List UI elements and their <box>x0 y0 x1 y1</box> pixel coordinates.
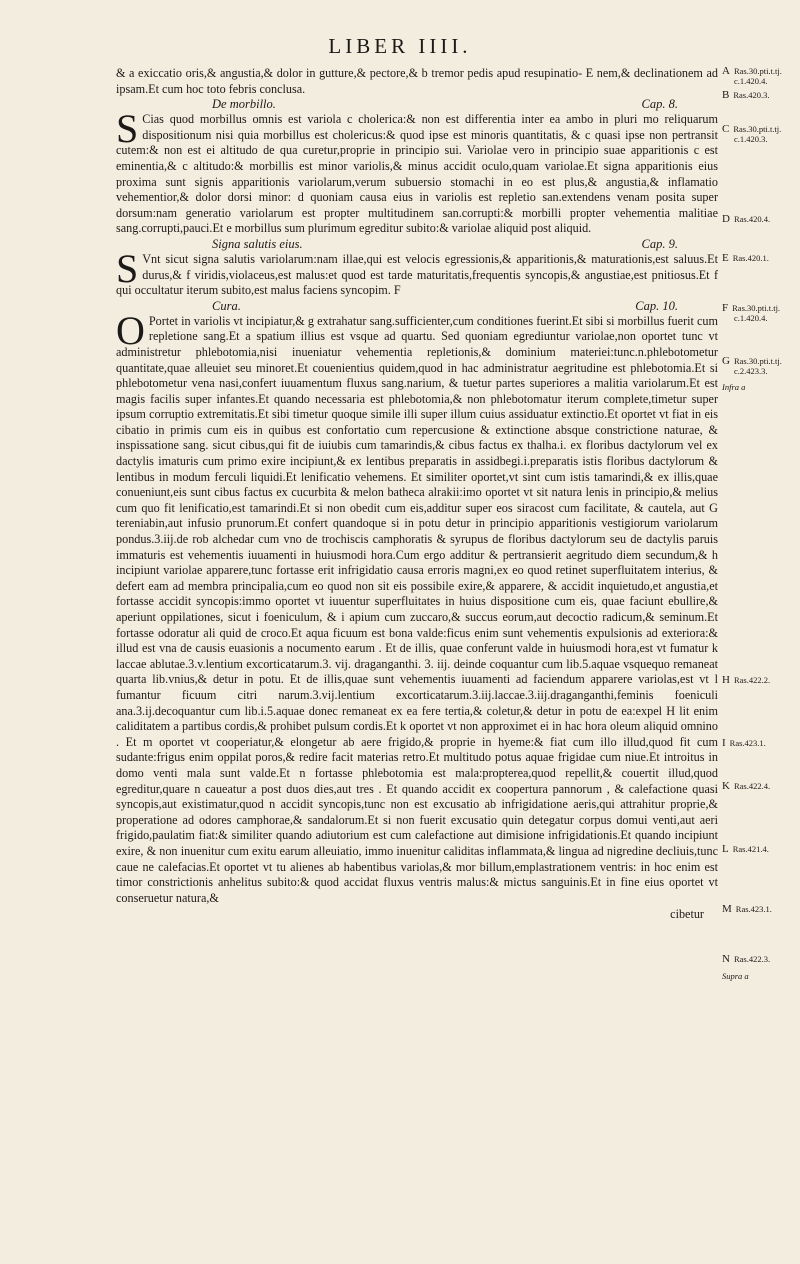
intro-paragraph: & a exiccatio oris,& angustia,& dolor in gutture,& pectore,& b tremor pedis apud resupinatio- E nem,& declinationem ad ipsam.Et cum hoc toto febris conclusa. <box>116 66 718 96</box>
marginal-note: C Ras.30.pti.t.tj. c.1.420.3. <box>722 123 782 144</box>
chapter-number: Cap. 10. <box>635 298 678 313</box>
marginal-note: Infra a <box>722 382 746 392</box>
paragraph-text: Vnt sicut signa salutis variolarum:nam illae,qui est velocis egressionis,& apparitionis,& maturationis,est saluus.Et durus,& f viridis,violaceus,est malus:et quod est tarde maturitatis,frequentis syncopis,& angustiae,est pnitiosus.Et f qui occultatur iterum subito,est malus faciens syncopim. F <box>116 251 718 298</box>
drop-cap-initial: S <box>116 106 139 152</box>
marginal-note: B Ras.420.3. <box>722 89 770 101</box>
section-title: De morbillo. <box>212 97 276 112</box>
marginal-note: I Ras.423.1. <box>722 737 766 749</box>
section-paragraph <box>116 307 718 907</box>
marginal-note: N Ras.422.3. <box>722 953 771 965</box>
marginal-note: K Ras.422.4. <box>722 780 771 792</box>
marginal-note: L Ras.421.4. <box>722 843 769 855</box>
page-title: LIBER IIII. <box>328 34 472 58</box>
marginal-note: H Ras.422.2. <box>722 674 771 686</box>
section-heading <box>212 97 718 112</box>
drop-cap-initial: S <box>116 245 139 291</box>
marginal-note: E Ras.420.1. <box>722 252 769 264</box>
main-text-column <box>116 66 718 923</box>
section-title: Signa salutis eius. <box>212 236 303 251</box>
paragraph-text: Portet in variolis vt incipiatur,& g extrahatur sang.sufficienter,cum conditiones fuerint.Et sibi si morbillus fuerit cum repletione sang.Et a spatium illius est vsque ad quartu. Sed quoniam egrediuntur variolae,non oportet tunc vt administretur phlebotomia,nisi inueniatur vehementia repletionis,& dominium materiei:tunc.n.phlebotometur quantitate,quae alleuiet seu minoret.Et couenientius quidem,quod in hac administratur aegritudine est phlebotomia.Et si phlebotometur vena nasi,confert iuuamentum fluxus sang.narium, & tuetur partes superiores a malitia variolarum.Et est magis facilis super infantes.Et quando necessaria est phlebotomia,& non phlebotomatur iterum complete,timetur super ipsum corruptio extremitatis.Et sibi timetur quoque simile illi super illum cuius assiduatur extinctio.Et oportet vt fiat in eis cibatio in primis cum eis in quibus est confortatio cum repercusione & extinctione absque constrictione naturae, & inspissatione sang. sicut cibus,qui fit de iuiubis cum tamarindis,& cibus factus ex thalha.i. ex floribus dactylorum vel ex dactylis imaturis cum primo exire incipiunt,& ex lentibus preparatis in assidbegi.i.preparatis istis floribus dactylorum & lentibus in modum ferculi liquidi.Et lenificatio vehemens. Et similiter oportet,vt sint cum istis tamarindi,& ex illis,quae conueniunt,eis sunt cibus factus ex cucurbita & melon batheca alrakii:imo oportet vt sit natura lenis in principio,& melius cum quo fit lenificatio,est tamarindi.Et si non obedit cum eis,additur super eos siracost cum facilitate, & cautela, aut G tereniabin,aut infusio prunorum.Et confert quandoque si in potu detur in principio apparitionis vestigiorum variolarum pondus.3.iij.de rob alchedar cum vno de trochiscis camphoratis & syrupus de floribus dactylorum seu de dactylis paruis immaturis est vehementis iuuamenti in huiusmodi hora.Cum ergo additur & pertransierit aegritudo diem secundum,& h incipiunt variolae apparere,tunc fortasse erit infrigidatio causa erroris magni,ex eo quod retinet superfluitatem interius, & defert eam ad membra principalia,cum eo quod non sit eis possibile exire,& apparere, & accidit inquietudo,et angustia,et fortasse accidit syncopis:immo oportet vt iuuentur superfluitates in huius dispositione cum eis, quae faciunt ebullire,& aperiunt oppilationes, sicut i foeniculum, & i apium cum zuccaro,& succus eorum,aut decoctio radicum,& seminum.Et fortasse odoratur ali quid de croco.Et aqua ficuum est bona valde:ficus enim sunt vehementis expulsionis ad exteriora:& illud est vna de causis euasionis a nocumento earum . Et de illis, quae conferunt valde in huiusmodi hora,est vt fumatur k laccae ablutae.3.v.lentium excorticatarum.3. vij. draganganthi. 3. iij. deinde coquantur cum lib.5.aquae vsquequo remaneat quarta lib.vnius,& detur in potu. Et de illis,quae sunt vehementis iuuamenti ad faciendum apparere variolas,est vt l fumantur ficuum citri narum.3.vij.lentium excorticatarum.3.iij.laccae.3.iij.draganganthi,feminis foeniculi ana.3.ij.decoquantur cum lib.i.5.aquae donec remaneat ex ea fere tertia,& coletur,& detur in potu de ea:expel H lit enim caliditatem a partibus cordis,& prohibet pulsum cordis.Et k oportet vt non approximet ei in hac hora oleum aliquid omnino . Et m oportet vt cooperiatur,& elongetur ab aere frigido,& proprie in hyeme:& fiat cum illo illud,quod fit cum sudante:frigus enim oppilat poros,& redire facit materias retro.Et multitudo potus aquae frigidae cum niue.Et introitus in domo venti mala sunt valde.Et n fortasse phlebotomia est mala:propterea,quod repellit,& couertit illud,quod egreditur,quare n caueatur a post duos dies,aut tres . Et quando accidit ex coopertura pannorum , & calefactione quasi syncopis,aut existimatur,quod n accidit syncopis,tunc non est excusatio ab infrigidatione aeris,qui attrahitur proprie,& properatione ad odores camphorae,& sandalorum.Et si non fuerit excusatio quin detegatur corpus domui venti,aut aeri frigido,paulatim fiat:& similiter quando adiutorium est cum calefactione aut dimisione infrigidationis.Et quando incipiunt exire, & non inuenitur cum exitu earum alleuiatio, immo inuenitur caliditas inflammata,& lingua ad nigredine decliuis,tunc caue ne calefacias.Et oportet vt tu alienes ab habentibus variolas,& mor billum,emplastrationem ventris: in hoc enim est timor constrictionis anhelitus subito:& quod accidat fluxus ventris malus:& mictus sanguinis.Et in fine eius oportet vt conseruetur natura,& <box>116 313 718 905</box>
drop-cap-initial: O <box>116 307 145 353</box>
marginal-note: M Ras.423.1. <box>722 903 772 915</box>
paragraph-text: Cias quod morbillus omnis est variola c cholerica:& non est differentia inter ea ambo in pluri mo reliquarum dispositionum nisi quia morbillus est cholericus:& quod ipse est minoris quantitatis, & c quasi ipse non pertransit cutem:& non est ei altitudo de qua curetur,proprie in principio sui. Variolae vero in principio suae apparitionis c est eminentia,& c altitudo:& morbillis est minor variolis,& minus accidit oculo,quam variolae.Et signa apparitionis eius proxima sunt signis apparitionis variolarum,verum subuersio stomachi in eo est plus,& angustia,& inflamatio vehementior,& dolor dorsi minor: d quoniam causa eius in variolis est repletio san.extendens venam posita super dorsum:nam generatio variolarum est propter multitudinem san.corrupti:& morbilli propter vehementia malitiae sang.corrupti,pauci.Et e morbillus sum plurimum egreditur subito:& variolae aliquid post aliquid. <box>116 112 718 236</box>
marginal-note: F Ras.30.pti.t.tj. c.1.420.4. <box>722 302 781 323</box>
marginal-note: G Ras.30.pti.t.tj. c.2.423.3. <box>722 355 782 376</box>
section-paragraph <box>116 106 718 237</box>
section-paragraph <box>116 245 718 299</box>
chapter-number: Cap. 8. <box>641 97 678 112</box>
marginal-note: Supra a <box>722 971 749 981</box>
chapter-number: Cap. 9. <box>641 236 678 251</box>
catchword: cibetur <box>670 907 704 922</box>
section-heading <box>212 237 718 252</box>
section-title: Cura. <box>212 298 241 313</box>
marginal-note: A Ras.30.pti.t.tj. c.1.420.4. <box>722 65 782 86</box>
section-heading <box>212 299 718 314</box>
marginal-note: D Ras.420.4. <box>722 213 771 225</box>
